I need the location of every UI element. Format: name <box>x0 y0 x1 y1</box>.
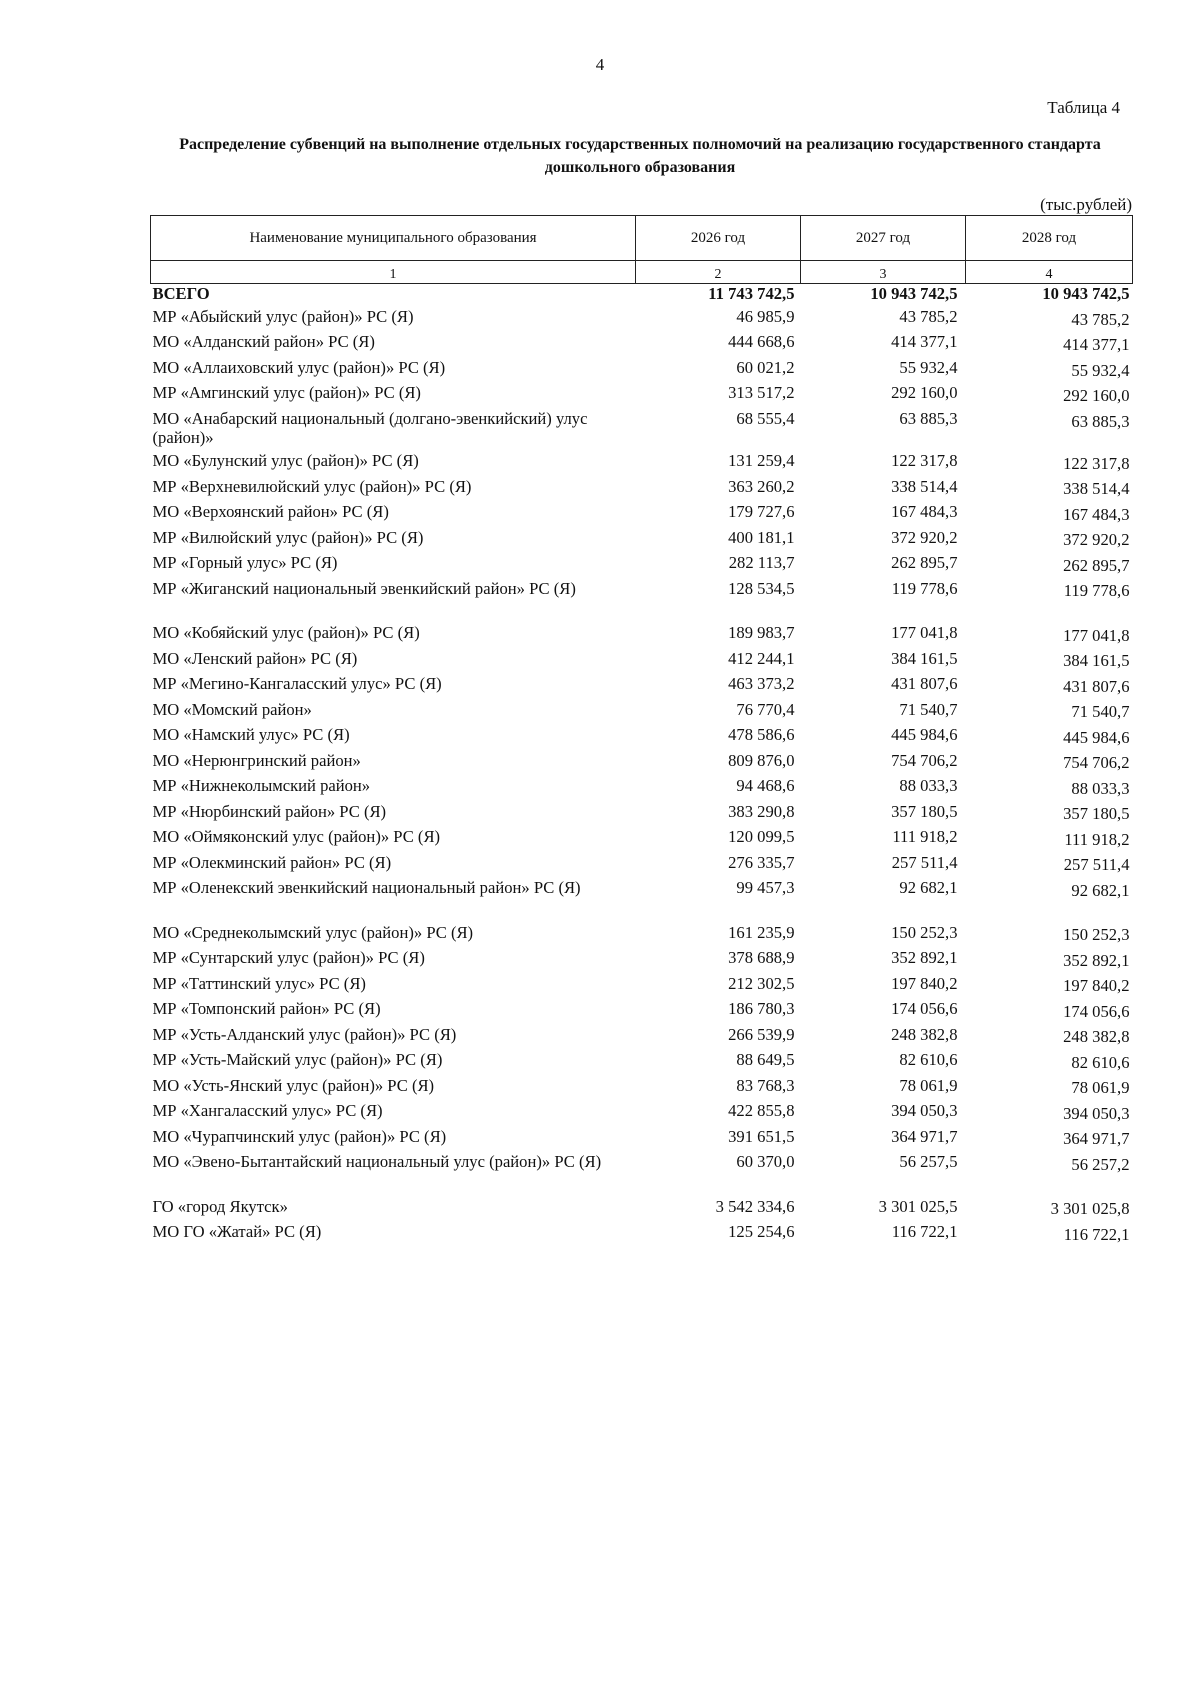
value-2027: 167 484,3 <box>891 502 958 522</box>
value-2027: 71 540,7 <box>899 699 958 719</box>
value-2028: 257 511,4 <box>1063 855 1130 875</box>
value-2026: 120 099,5 <box>728 827 795 847</box>
municipality-name: МР «Таттинский улус» РС (Я) <box>152 973 366 993</box>
municipality-name: МО «Анабарский национальный (долгано-эвенкийский) улус (район)» <box>152 408 588 448</box>
value-2026: 444 668,6 <box>728 332 795 352</box>
municipality-name: МР «Томпонский район» РС (Я) <box>152 999 381 1019</box>
table-row <box>151 473 1133 499</box>
value-2028: 116 722,1 <box>1063 1224 1130 1244</box>
value-2027: 364 971,7 <box>891 1126 958 1146</box>
municipality-name: МО «Булунский улус (район)» РС (Я) <box>152 451 419 471</box>
table-row <box>151 524 1133 550</box>
municipality-name: МР «Оленекский эвенкийский национальный район» РС (Я) <box>152 878 581 898</box>
municipality-name: МР «Хангаласский улус» РС (Я) <box>152 1101 383 1121</box>
value-2028: 364 971,7 <box>1063 1129 1130 1149</box>
header-row <box>151 216 1133 261</box>
table-row <box>151 1021 1133 1047</box>
value-2027: 55 932,4 <box>899 357 958 377</box>
value-2028: 92 682,1 <box>1071 880 1130 900</box>
value-2026: 478 586,6 <box>728 725 795 745</box>
column-number-row <box>151 261 1133 284</box>
municipality-name: МР «Нижнеколымский район» <box>152 776 371 796</box>
value-2027: 445 984,6 <box>891 725 958 745</box>
value-2028: 111 918,2 <box>1064 829 1130 849</box>
municipality-name: МР «Усть-Майский улус (район)» РС (Я) <box>152 1050 443 1070</box>
value-2027: 352 892,1 <box>891 948 958 968</box>
municipality-name: МР «Абыйский улус (район)» РС (Я) <box>152 306 414 326</box>
table-row <box>151 970 1133 996</box>
value-2028: 248 382,8 <box>1063 1027 1130 1047</box>
value-2027: 3 301 025,5 <box>878 1196 958 1216</box>
value-2028: 119 778,6 <box>1063 581 1130 601</box>
municipality-name: МО «Верхоянский район» РС (Я) <box>152 502 389 522</box>
value-2027: 78 061,9 <box>899 1075 958 1095</box>
value-2026: 125 254,6 <box>728 1222 795 1242</box>
value-2026: 76 770,4 <box>736 699 795 719</box>
table-row <box>151 575 1133 601</box>
total-2028: 10 943 742,5 <box>1042 284 1130 303</box>
value-2027: 357 180,5 <box>891 801 958 821</box>
value-2027: 338 514,4 <box>891 476 958 496</box>
value-2028: 357 180,5 <box>1063 804 1130 824</box>
value-2026: 189 983,7 <box>728 623 795 643</box>
table-row <box>151 645 1133 671</box>
value-2026: 68 555,4 <box>736 408 795 428</box>
value-2027: 414 377,1 <box>891 332 958 352</box>
value-2027: 82 610,6 <box>899 1050 958 1070</box>
value-2026: 83 768,3 <box>736 1075 795 1095</box>
table-row <box>151 550 1133 576</box>
spacer-cell <box>151 601 1133 620</box>
value-2028: 167 484,3 <box>1063 504 1130 524</box>
value-2028: 56 257,2 <box>1071 1154 1130 1174</box>
municipality-name: МР «Вилюйский улус (район)» РС (Я) <box>152 527 424 547</box>
table-row <box>151 620 1133 646</box>
column-number: 2 <box>636 261 801 284</box>
value-2028: 414 377,1 <box>1063 335 1130 354</box>
value-2026: 463 373,2 <box>728 674 795 694</box>
value-2026: 186 780,3 <box>728 999 795 1019</box>
value-2028: 63 885,3 <box>1071 411 1130 431</box>
table-row <box>151 304 1133 330</box>
value-2028: 43 785,2 <box>1071 309 1130 329</box>
municipality-name: МО «Чурапчинский улус (район)» РС (Я) <box>152 1126 447 1146</box>
value-2027: 150 252,3 <box>891 922 958 942</box>
value-2028: 78 061,9 <box>1071 1078 1130 1098</box>
table-row <box>151 499 1133 525</box>
table-label: Таблица 4 <box>1047 98 1120 117</box>
value-2026: 128 534,5 <box>728 578 795 598</box>
header-2028: 2028 год <box>966 216 1133 261</box>
value-2026: 383 290,8 <box>728 801 795 821</box>
column-number: 4 <box>966 261 1133 284</box>
value-2028: 71 540,7 <box>1071 702 1130 722</box>
table-row <box>151 448 1133 474</box>
value-2026: 276 335,7 <box>728 852 795 872</box>
value-2028: 262 895,7 <box>1063 555 1130 575</box>
table-row <box>151 747 1133 773</box>
header-2026: 2026 год <box>636 216 801 261</box>
municipality-name: МО «Среднеколымский улус (район)» РС (Я) <box>152 922 474 942</box>
value-2026: 212 302,5 <box>728 973 795 993</box>
table-row <box>151 849 1133 875</box>
total-row <box>151 284 1133 304</box>
municipality-name: МО «Момский район» <box>152 699 312 719</box>
table-row <box>151 798 1133 824</box>
value-2028: 372 920,2 <box>1063 530 1130 550</box>
value-2027: 262 895,7 <box>891 553 958 573</box>
value-2026: 179 727,6 <box>728 502 795 522</box>
value-2028: 394 050,3 <box>1063 1103 1130 1123</box>
value-2028: 122 317,8 <box>1063 453 1130 473</box>
table-row <box>151 875 1133 901</box>
value-2028: 431 807,6 <box>1063 676 1130 696</box>
value-2026: 161 235,9 <box>728 922 795 942</box>
value-2027: 248 382,8 <box>891 1024 958 1044</box>
value-2026: 391 651,5 <box>728 1126 795 1146</box>
municipality-name: МО ГО «Жатай» РС (Я) <box>152 1222 322 1242</box>
table-row <box>151 824 1133 850</box>
value-2028: 3 301 025,8 <box>1050 1199 1130 1219</box>
value-2028: 352 892,1 <box>1063 950 1130 970</box>
header-municipality: Наименование муниципального образования <box>151 216 636 261</box>
table-row <box>151 773 1133 799</box>
municipality-name: МО «Эвено-Бытантайский национальный улус (район)» РС (Я) <box>152 1152 602 1172</box>
municipality-name: МО «Оймяконский улус (район)» РС (Я) <box>152 827 441 847</box>
spacer-cell <box>151 900 1133 919</box>
value-2026: 99 457,3 <box>736 878 795 898</box>
table-row <box>151 996 1133 1022</box>
value-2026: 422 855,8 <box>728 1101 795 1121</box>
value-2027: 63 885,3 <box>899 408 958 428</box>
spacer-cell <box>151 1174 1133 1193</box>
value-2027: 116 722,1 <box>891 1222 958 1242</box>
value-2026: 60 021,2 <box>736 357 795 377</box>
value-2027: 372 920,2 <box>891 527 958 547</box>
column-number: 1 <box>151 261 636 284</box>
table-row <box>151 919 1133 945</box>
value-2028: 177 041,8 <box>1063 625 1130 645</box>
value-2027: 92 682,1 <box>899 878 958 898</box>
table-body <box>151 284 1133 1245</box>
value-2028: 445 984,6 <box>1063 727 1130 747</box>
table-row <box>151 1149 1133 1175</box>
value-2026: 3 542 334,6 <box>715 1196 795 1216</box>
municipality-name: МР «Усть-Алданский улус (район)» РС (Я) <box>152 1024 457 1044</box>
spacer-row <box>151 900 1133 919</box>
spacer-row <box>151 601 1133 620</box>
value-2028: 174 056,6 <box>1063 1001 1130 1021</box>
spacer-row <box>151 1174 1133 1193</box>
table-row <box>151 406 1133 448</box>
municipality-name: МО «Алданский район» РС (Я) <box>152 332 375 352</box>
value-2028: 754 706,2 <box>1063 753 1130 773</box>
value-2026: 809 876,0 <box>728 750 795 770</box>
table-row <box>151 671 1133 697</box>
value-2026: 94 468,6 <box>736 776 795 796</box>
value-2028: 88 033,3 <box>1071 778 1130 798</box>
value-2027: 88 033,3 <box>899 776 958 796</box>
value-2026: 46 985,9 <box>736 306 795 326</box>
value-2028: 338 514,4 <box>1063 479 1130 499</box>
value-2026: 88 649,5 <box>736 1050 795 1070</box>
value-2027: 754 706,2 <box>891 750 958 770</box>
column-number: 3 <box>801 261 966 284</box>
municipality-name: МР «Нюрбинский район» РС (Я) <box>152 801 387 821</box>
value-2026: 282 113,7 <box>728 553 795 573</box>
subsidy-distribution-table <box>150 215 1133 1244</box>
value-2027: 174 056,6 <box>891 999 958 1019</box>
table-row <box>151 1047 1133 1073</box>
value-2026: 378 688,9 <box>728 948 795 968</box>
value-2026: 60 370,0 <box>736 1152 795 1172</box>
table-row <box>151 1219 1133 1245</box>
units-label: (тыс.рублей) <box>1040 195 1132 214</box>
table-row <box>151 355 1133 381</box>
municipality-name: МР «Горный улус» РС (Я) <box>152 553 338 573</box>
municipality-name: МО «Ленский район» РС (Я) <box>152 648 358 668</box>
municipality-name: МО «Нерюнгринский район» <box>152 750 361 770</box>
value-2026: 363 260,2 <box>728 476 795 496</box>
table-row <box>151 329 1133 355</box>
table-row <box>151 1193 1133 1219</box>
value-2027: 122 317,8 <box>891 451 958 471</box>
value-2028: 384 161,5 <box>1063 651 1130 671</box>
total-2027: 10 943 742,5 <box>870 284 958 303</box>
value-2027: 431 807,6 <box>891 674 958 694</box>
value-2028: 150 252,3 <box>1063 925 1130 945</box>
table-row <box>151 1072 1133 1098</box>
value-2028: 197 840,2 <box>1063 976 1130 996</box>
header-2027: 2027 год <box>801 216 966 261</box>
value-2026: 400 181,1 <box>728 527 795 547</box>
value-2028: 292 160,0 <box>1063 386 1130 405</box>
value-2027: 384 161,5 <box>891 648 958 668</box>
municipality-name: МО «Кобяйский улус (район)» РС (Я) <box>152 623 420 643</box>
value-2028: 55 932,4 <box>1071 360 1130 380</box>
municipality-name: МР «Амгинский улус (район)» РС (Я) <box>152 383 421 403</box>
municipality-name: МО «Аллаиховский улус (район)» РС (Я) <box>152 357 446 377</box>
value-2027: 292 160,0 <box>891 383 958 403</box>
table-row <box>151 722 1133 748</box>
value-2028: 82 610,6 <box>1071 1052 1130 1072</box>
municipality-name: МО «Усть-Янский улус (район)» РС (Я) <box>152 1075 435 1095</box>
value-2027: 197 840,2 <box>891 973 958 993</box>
table-row <box>151 1098 1133 1124</box>
value-2027: 56 257,5 <box>899 1152 958 1172</box>
document-title: Распределение субвенций на выполнение отдельных государственных полномочий на реализацию государственного стандарта дошкольного образования <box>179 136 1101 176</box>
total-label: ВСЕГО <box>152 284 210 303</box>
value-2027: 43 785,2 <box>899 306 958 326</box>
municipality-name: МР «Олекминский район» РС (Я) <box>152 852 392 872</box>
municipality-name: МР «Верхневилюйский улус (район)» РС (Я) <box>152 476 472 496</box>
municipality-name: МР «Жиганский национальный эвенкийский район» РС (Я) <box>152 578 576 598</box>
table-row <box>151 945 1133 971</box>
total-2026: 11 743 742,5 <box>708 284 795 303</box>
municipality-name: МО «Намский улус» РС (Я) <box>152 725 350 745</box>
value-2027: 111 918,2 <box>892 827 958 847</box>
page-number: 4 <box>595 55 605 74</box>
value-2027: 257 511,4 <box>891 852 958 872</box>
value-2027: 394 050,3 <box>891 1101 958 1121</box>
table-row <box>151 696 1133 722</box>
table-row <box>151 380 1133 406</box>
value-2026: 131 259,4 <box>728 451 795 471</box>
value-2026: 266 539,9 <box>728 1024 795 1044</box>
municipality-name: МР «Сунтарский улус (район)» РС (Я) <box>152 948 425 968</box>
value-2026: 313 517,2 <box>728 383 795 403</box>
value-2026: 412 244,1 <box>728 648 795 668</box>
municipality-name: МР «Мегино-Кангаласский улус» РС (Я) <box>152 674 442 694</box>
table-row <box>151 1123 1133 1149</box>
municipality-name: ГО «город Якутск» <box>152 1196 288 1216</box>
value-2027: 119 778,6 <box>891 578 958 598</box>
value-2027: 177 041,8 <box>891 623 958 643</box>
